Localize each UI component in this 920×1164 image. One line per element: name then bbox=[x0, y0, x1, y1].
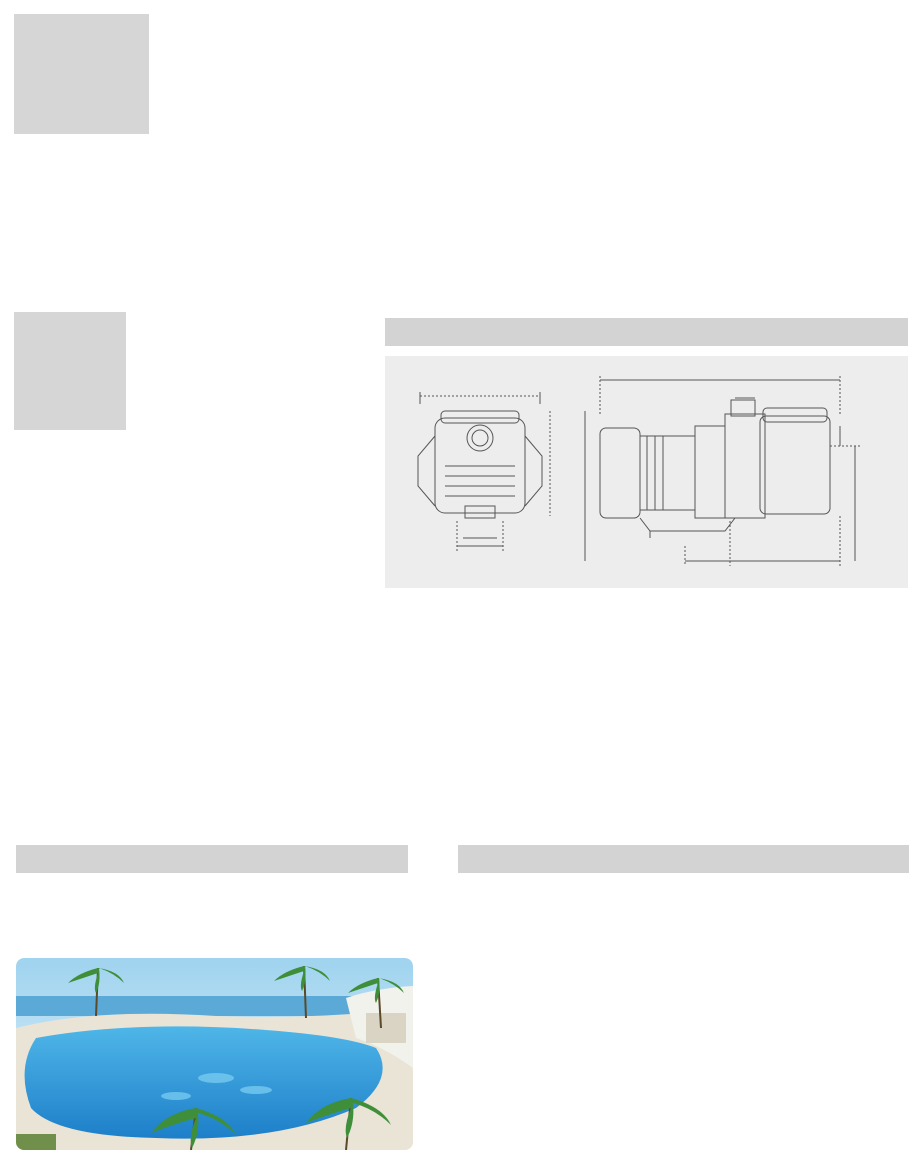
dimension-title bbox=[385, 318, 908, 346]
usage-title bbox=[16, 845, 408, 873]
dimension-drawing bbox=[385, 356, 908, 588]
pump-image-hl150 bbox=[160, 14, 335, 134]
pump-image-hl300 bbox=[535, 14, 710, 134]
product-display-label-top bbox=[14, 14, 149, 134]
pump-image-hl350 bbox=[726, 14, 901, 134]
chart-title bbox=[458, 845, 909, 873]
product-display-label-400 bbox=[14, 312, 126, 430]
performance-chart bbox=[458, 878, 913, 1150]
pool-photo bbox=[16, 958, 413, 1150]
pump-image-hl200 bbox=[348, 14, 523, 134]
pump-image-hl400 bbox=[138, 312, 323, 430]
